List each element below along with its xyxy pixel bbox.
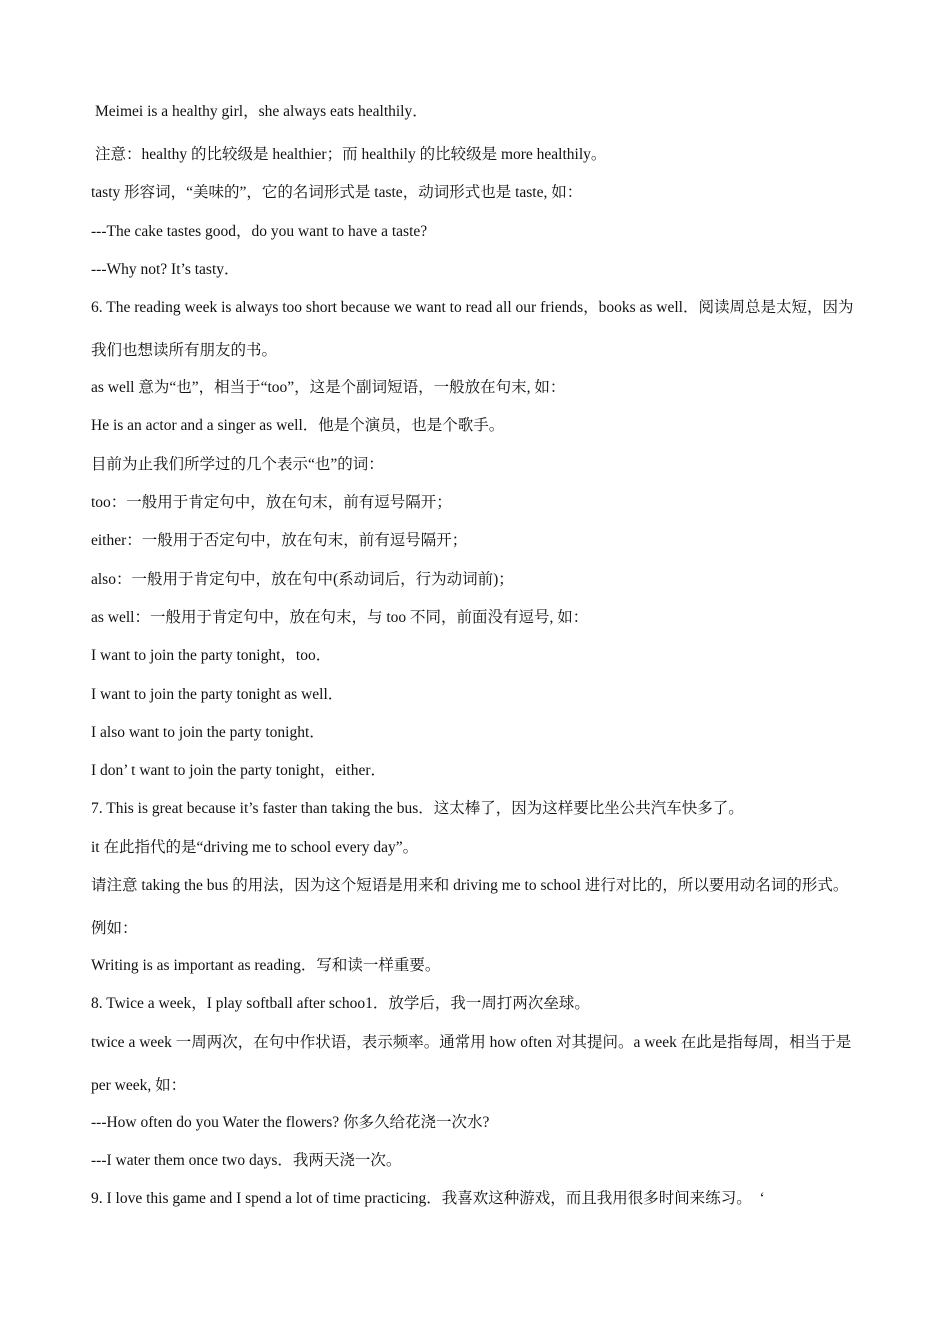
text-line: 8. Twice a week，I play softball after schoo1．放学后，我一周打两次垒球。 — [91, 995, 590, 1013]
text-line: ---Why not? It’s tasty． — [91, 260, 240, 278]
text-line: 7. This is great because it’s faster than taking the bus．这太棒了，因为这样要比坐公共汽车快多了。 — [91, 800, 744, 818]
text-line: 9. I love this game and I spend a lot of time practicing．我喜欢这种游戏，而且我用很多时间来练习。 ‘ — [91, 1190, 765, 1208]
text-line: He is an actor and a singer as well．他是个演员，也是个歌手。 — [91, 417, 505, 435]
text-line: Meimei is a healthy girl，she always eats healthily． — [95, 103, 428, 120]
text-line: I want to join the party tonight，too． — [91, 647, 332, 665]
text-paragraph: twice a week 一周两次，在句中作状语，表示频率。通常用 how often 对其提问。a week 在此是指每周，相当于是 per week, 如： — [91, 1033, 852, 1094]
text-line: either：一般用于否定句中，放在句末，前有逗号隔开； — [91, 532, 468, 550]
text-line: ---How often do you Water the flowers? 你多久给花浇一次水? — [91, 1113, 490, 1131]
text-line: 注意：healthy 的比较级是 healthier；而 healthily 的比较级是 more healthily。 — [95, 146, 607, 163]
text-line: ---The cake tastes good，do you want to have a taste? — [91, 222, 428, 240]
text-line: tasty 形容词，“美味的”，它的名词形式是 taste，动词形式也是 taste, 如： — [91, 184, 583, 202]
text-line: I don’ t want to join the party tonight，either． — [91, 762, 387, 780]
text-line: I want to join the party tonight as well． — [91, 685, 344, 703]
text-line: as well 意为“也”，相当于“too”，这是个副词短语，一般放在句末, 如： — [91, 379, 566, 397]
text-line: too：一般用于肯定句中，放在句末，前有逗号隔开； — [91, 494, 452, 512]
text-line: also：一般用于肯定句中，放在句中(系动词后，行为动词前)； — [91, 570, 514, 588]
text-line: 目前为止我们所学过的几个表示“也”的词： — [91, 455, 384, 473]
text-line: I also want to join the party tonight． — [91, 723, 325, 741]
text-line: ---I water them once two days．我两天浇一次。 — [91, 1151, 402, 1169]
text-line: it 在此指代的是“driving me to school every day”。 — [91, 838, 419, 856]
document-body — [91, 101, 863, 1227]
text-paragraph: 请注意 taking the bus 的用法，因为这个短语是用来和 driving me to school 进行对比的，所以要用动名词的形式。例如： — [91, 877, 849, 938]
text-paragraph: 6. The reading week is always too short because we want to read all our friends，books as well．阅读周总是太短，因为我们也想读所有朋友的书。 — [91, 299, 854, 360]
text-line: as well：一般用于肯定句中，放在句末，与 too 不同，前面没有逗号, 如： — [91, 608, 589, 626]
text-line: Writing is as important as reading．写和读一样重要。 — [91, 957, 441, 975]
